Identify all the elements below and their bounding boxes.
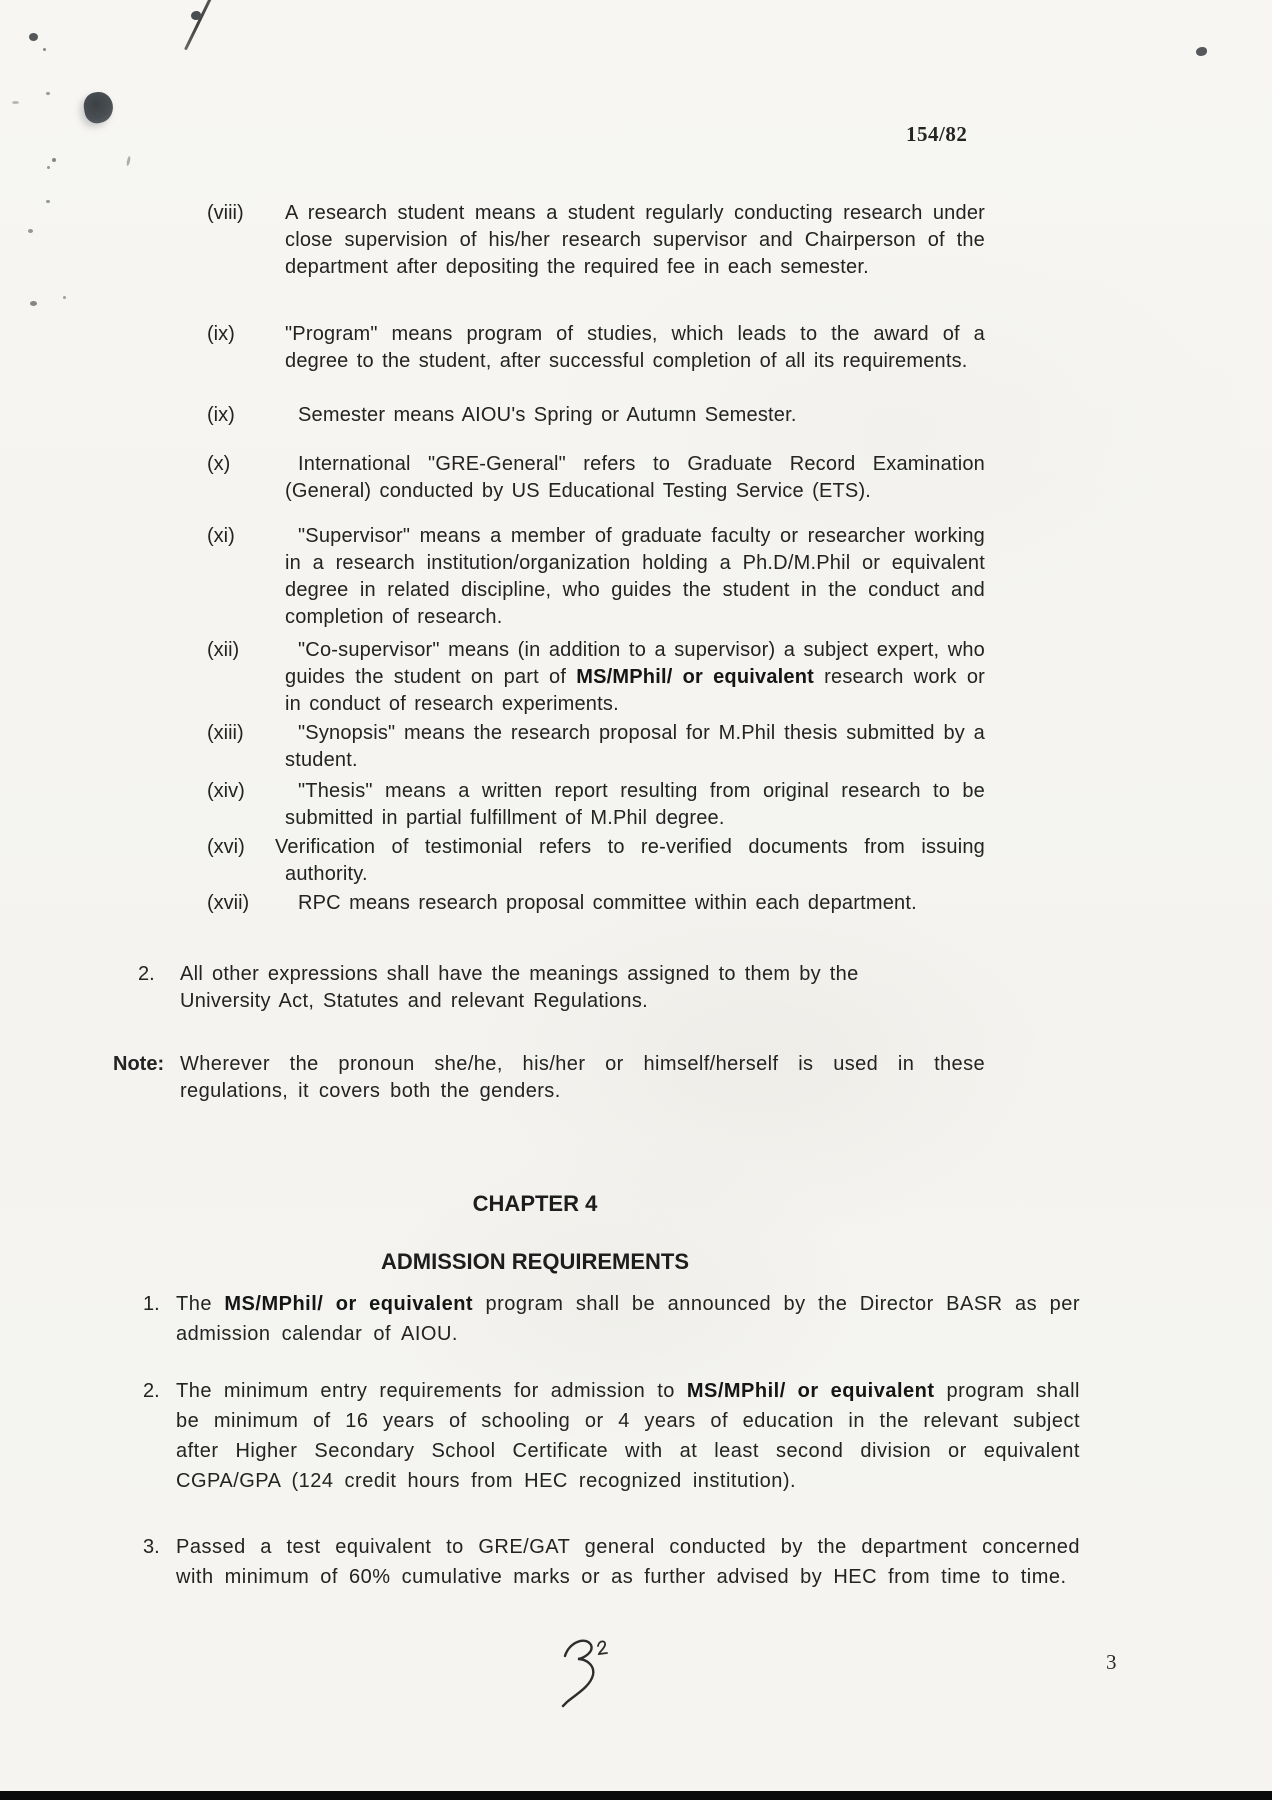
- admission-item-number: 2.: [143, 1380, 160, 1402]
- document-reference-number: 154/82: [906, 122, 968, 146]
- definition-text: [285, 321, 985, 375]
- text-segment: "Synopsis" means the research proposal for M.Phil thesis submitted by a student.: [285, 722, 985, 771]
- text-segment: program shall be minimum of 16 years of schooling or 4 years of education in the relevant subject after Higher Secondary School Certificate with at least second division or equivalent CGPA/GPA (124 credit hours from HEC recognized institution).: [176, 1380, 1080, 1492]
- definition-label: (xvii): [207, 892, 250, 914]
- page-number: 3: [1106, 1650, 1117, 1674]
- clause-2: [138, 961, 885, 1015]
- note-text: Wherever the pronoun she/he, his/her or himself/herself is used in these regulations, it covers both the genders.: [180, 1053, 985, 1102]
- definition-text: [285, 778, 985, 832]
- text-segment: The: [176, 1293, 225, 1315]
- text-segment: Semester means AIOU's Spring or Autumn Semester.: [298, 404, 797, 426]
- definition-item-xvi: [207, 834, 985, 888]
- text-segment: The minimum entry requirements for admission to: [176, 1380, 687, 1402]
- definition-label: (xi): [207, 525, 235, 547]
- definition-label: (xiv): [207, 780, 245, 802]
- definition-text: [285, 720, 985, 774]
- definition-text: [285, 402, 985, 429]
- definition-text: [275, 834, 985, 888]
- admission-item-2: [143, 1376, 1080, 1496]
- text-segment: RPC means research proposal committee within each department.: [298, 892, 917, 914]
- definition-label: (x): [207, 453, 231, 475]
- definitions-list: [207, 200, 985, 917]
- text-segment: "Program" means program of studies, which leads to the award of a degree to the student, after successful completion of all its requirements.: [285, 323, 985, 372]
- text-segment: research work or in conduct of research experiments.: [285, 666, 985, 715]
- definition-item-xii: [207, 637, 985, 718]
- text-segment: program shall be announced by the Director BASR as per admission calendar of AIOU.: [176, 1293, 1080, 1345]
- admission-item-3: [143, 1532, 1080, 1592]
- clause-number: 2.: [138, 963, 155, 985]
- admission-item-text: [176, 1289, 1080, 1349]
- text-segment-bold: MS/MPhil/ or equivalent: [576, 666, 815, 688]
- note-clause: [113, 1051, 985, 1105]
- definition-text: [285, 451, 985, 505]
- text-segment: A research student means a student regularly conducting research under close supervision of his/her research supervisor and Chairperson of the department after depositing the required fee in each semester.: [285, 202, 985, 278]
- definition-item-ix-program: [207, 321, 985, 375]
- admission-item-number: 1.: [143, 1293, 160, 1315]
- admission-item-text: [176, 1532, 1080, 1592]
- clause-text: All other expressions shall have the meanings assigned to them by the University Act, Statutes and relevant Regulations.: [180, 963, 859, 1012]
- text-segment: International "GRE-General" refers to Graduate Record Examination (General) conducted by US Educational Testing Service (ETS).: [285, 453, 985, 502]
- definition-label: (xii): [207, 639, 240, 661]
- definition-item-xiii: [207, 720, 985, 774]
- handwritten-mark: [553, 1632, 623, 1717]
- definition-item-xiv: [207, 778, 985, 832]
- admission-item-1: [143, 1289, 1080, 1349]
- text-segment: Verification of testimonial refers to re-verified documents from issuing authority.: [275, 836, 985, 885]
- scan-edge-bar: [0, 1791, 1272, 1800]
- definition-label: (xvi): [207, 836, 245, 858]
- text-segment: "Co-supervisor" means (in addition to a supervisor) a subject expert, who guides the student on part of: [285, 639, 985, 688]
- text-segment: Passed a test equivalent to GRE/GAT general conducted by the department concerned with minimum of 60% cumulative marks or as further advised by HEC from time to time.: [176, 1536, 1080, 1588]
- text-segment-bold: MS/MPhil/ or equivalent: [224, 1293, 474, 1315]
- definition-text: [285, 200, 985, 281]
- definition-text: [285, 890, 985, 917]
- admission-item-text: [176, 1376, 1080, 1496]
- definition-item-xvii: [207, 890, 985, 917]
- definition-label: (viii): [207, 202, 244, 224]
- definition-label: (ix): [207, 404, 235, 426]
- definition-text: [285, 523, 985, 631]
- text-segment: "Supervisor" means a member of graduate faculty or researcher working in a research institution/organization holding a Ph.D/M.Phil or equivalent degree in related discipline, who guides the student in the conduct and completion of research.: [285, 525, 985, 628]
- definition-label: (xiii): [207, 722, 244, 744]
- definition-item-xi: [207, 523, 985, 631]
- definition-item-x: [207, 451, 985, 505]
- definition-text: [285, 637, 985, 718]
- section-heading: ADMISSION REQUIREMENTS: [380, 1249, 690, 1274]
- definition-item-viii: [207, 200, 985, 281]
- definition-item-ix-semester: [207, 402, 985, 429]
- admission-item-number: 3.: [143, 1536, 160, 1558]
- note-label: Note:: [113, 1053, 165, 1075]
- text-segment-bold: MS/MPhil/ or equivalent: [686, 1380, 935, 1402]
- admission-requirements-list: [143, 1289, 1080, 1592]
- text-segment: "Thesis" means a written report resulting from original research to be submitted in partial fulfillment of M.Phil degree.: [285, 780, 985, 829]
- definition-label: (ix): [207, 323, 235, 345]
- chapter-heading: CHAPTER 4: [472, 1191, 598, 1216]
